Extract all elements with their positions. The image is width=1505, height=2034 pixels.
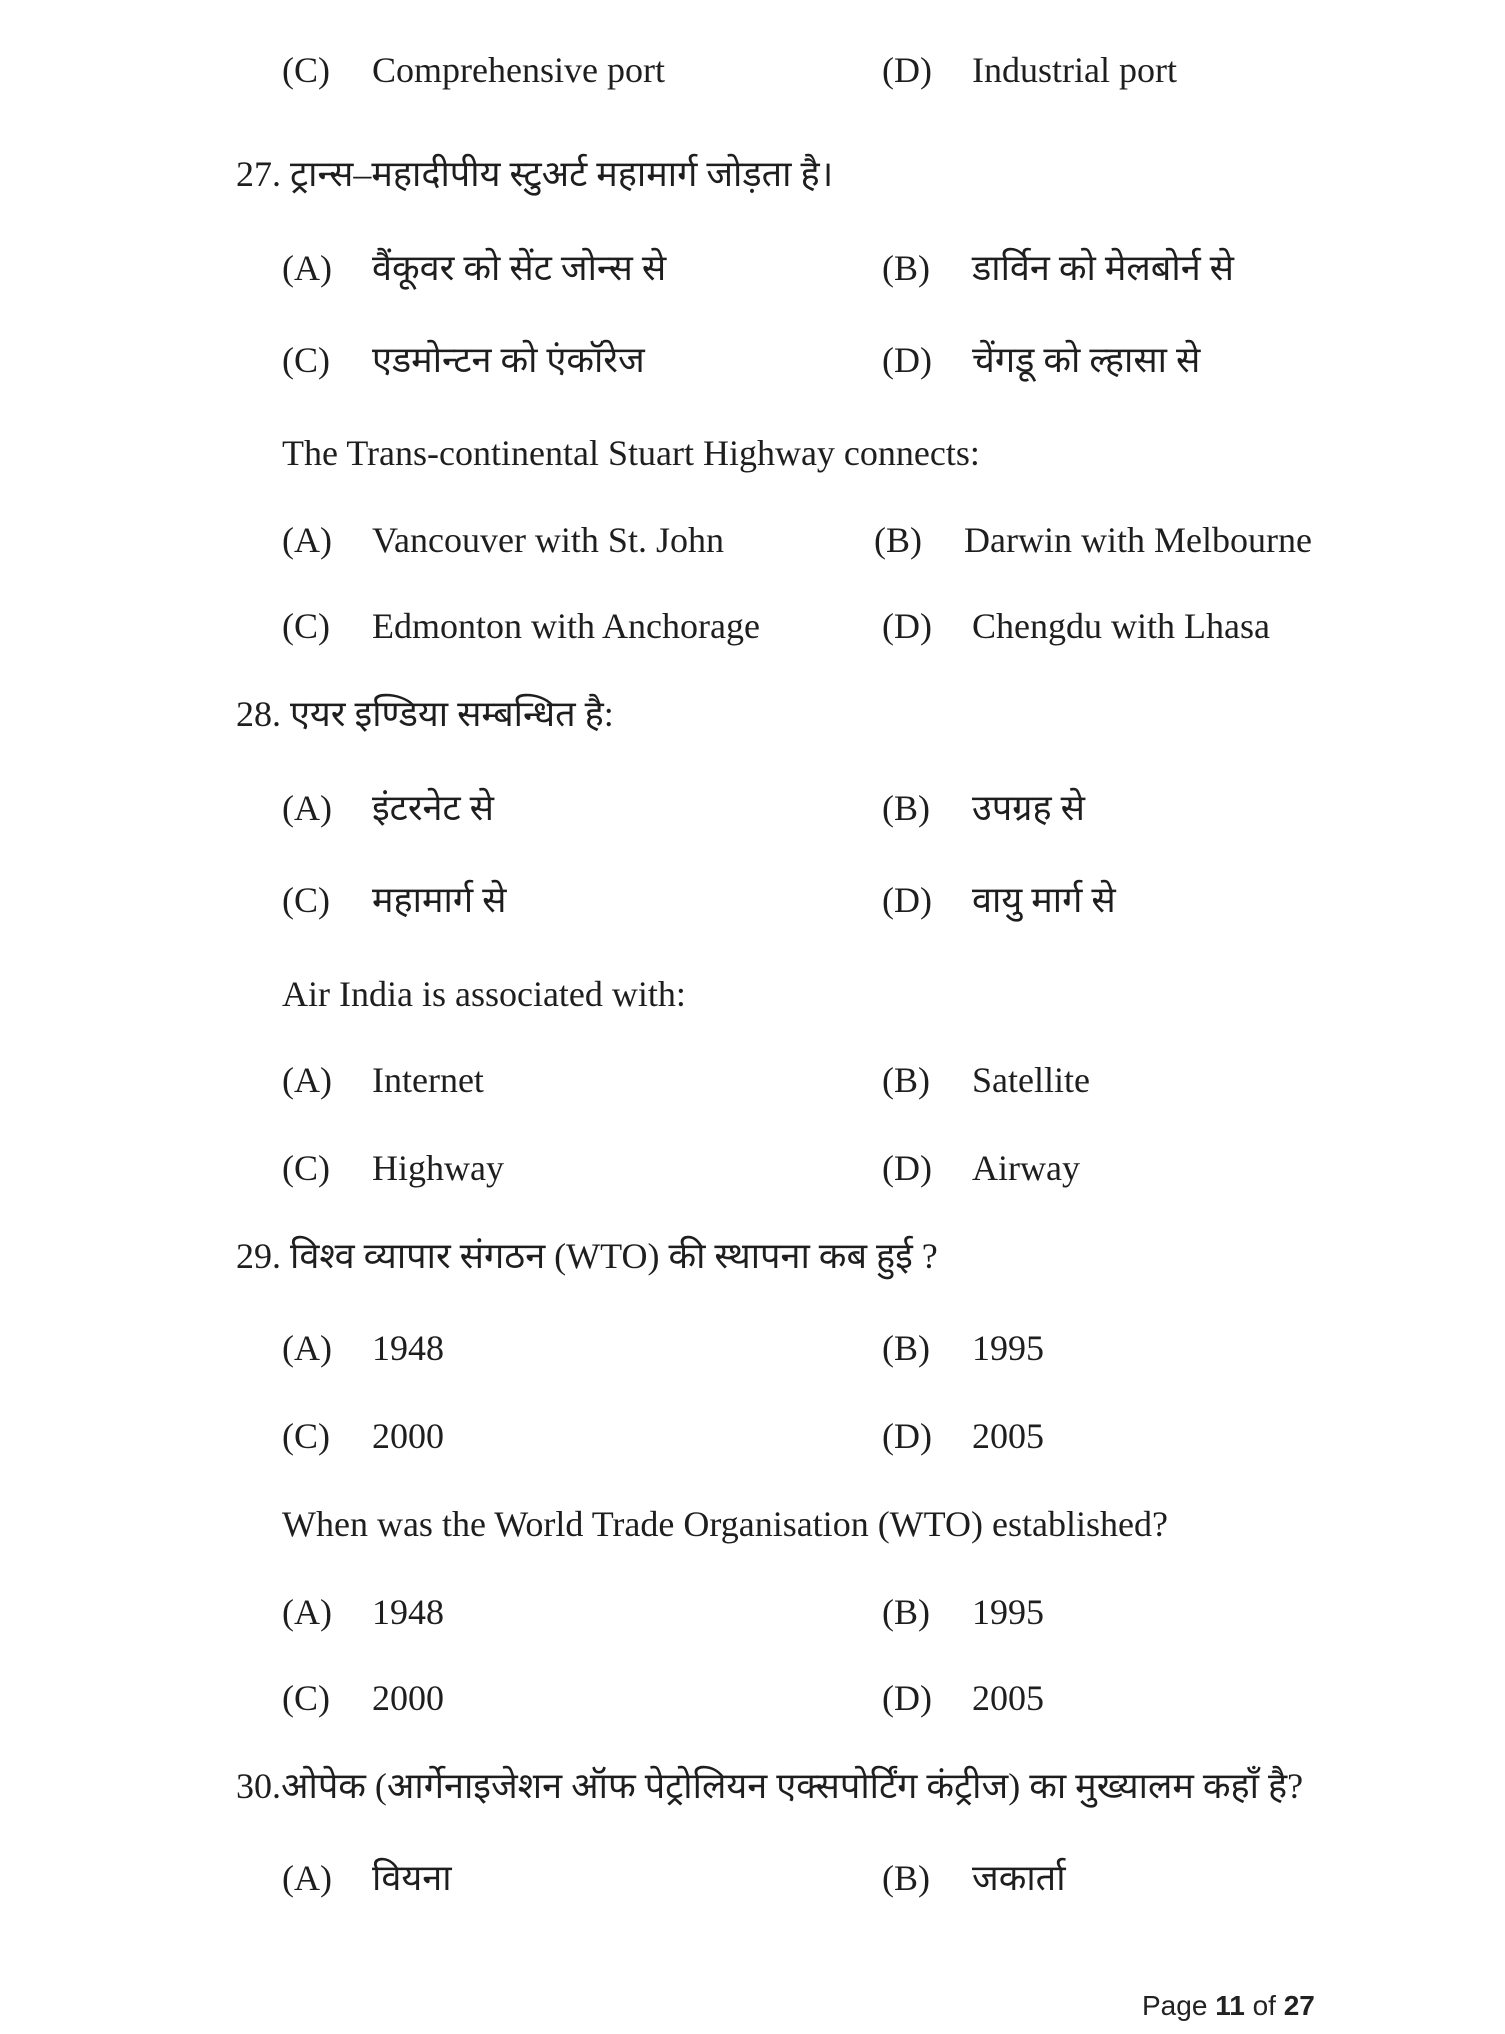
q27-english-option-d: (D) Chengdu with Lhasa <box>882 606 1270 646</box>
option-c <box>282 48 665 92</box>
option-label: (D) <box>882 50 932 90</box>
q28-english-option-b: (B) Satellite <box>882 1060 1090 1100</box>
question-29-english: When was the World Trade Organisation (WTO) established? <box>282 1504 1168 1544</box>
q27-hindi-option-a: (A) वैंकूवर को सेंट जोन्स से <box>282 248 667 288</box>
q28-hindi-option-a: (A) इंटरनेट से <box>282 788 495 828</box>
q28-hindi-option-b: (B) उपग्रह से <box>882 788 1085 828</box>
q28-english-option-c: (C) Highway <box>282 1148 504 1188</box>
question-27-english: The Trans-continental Stuart Highway connects: <box>282 433 980 473</box>
q27-english-option-b: (B) Darwin with Melbourne <box>874 520 1312 560</box>
q29-english-option-a: (A) 1948 <box>282 1592 444 1632</box>
q27-hindi-option-c: (C) एडमोन्टन को एंकॉरेज <box>282 340 645 380</box>
option-d <box>882 48 1177 92</box>
question-27-hindi: 27. ट्रान्स–महादीपीय स्टुअर्ट महामार्ग जोड़ता है। <box>236 154 834 194</box>
q29-hindi-option-c: (C) 2000 <box>282 1416 444 1456</box>
option-text: Industrial port <box>972 50 1177 90</box>
q28-hindi-option-c: (C) महामार्ग से <box>282 880 507 920</box>
q27-english-option-a: (A) Vancouver with St. John <box>282 520 724 560</box>
question-29-hindi: 29. विश्व व्यापार संगठन (WTO) की स्थापना कब हुई ? <box>236 1236 938 1276</box>
q27-english-option-c: (C) Edmonton with Anchorage <box>282 606 760 646</box>
option-text: Comprehensive port <box>372 50 665 90</box>
q29-english-option-c: (C) 2000 <box>282 1678 444 1718</box>
q28-english-option-a: (A) Internet <box>282 1060 484 1100</box>
option-label: (C) <box>282 50 330 90</box>
q28-hindi-option-d: (D) वायु मार्ग से <box>882 880 1116 920</box>
q29-english-option-d: (D) 2005 <box>882 1678 1044 1718</box>
q29-hindi-option-d: (D) 2005 <box>882 1416 1044 1456</box>
question-28-english: Air India is associated with: <box>282 974 686 1014</box>
q27-hindi-option-d: (D) चेंगडू को ल्हासा से <box>882 340 1201 380</box>
q29-english-option-b: (B) 1995 <box>882 1592 1044 1632</box>
q27-hindi-option-b: (B) डार्विन को मेलबोर्न से <box>882 248 1235 288</box>
q28-english-option-d: (D) Airway <box>882 1148 1080 1188</box>
question-28-hindi: 28. एयर इण्डिया सम्बन्धित है: <box>236 694 614 734</box>
q30-hindi-option-a: (A) वियना <box>282 1858 452 1898</box>
q30-hindi-option-b: (B) जकार्ता <box>882 1858 1066 1898</box>
q29-hindi-option-a: (A) 1948 <box>282 1328 444 1368</box>
page-number: Page 11 of 27 <box>1142 1990 1315 2021</box>
question-30-hindi: 30.ओपेक (आर्गेनाइजेशन ऑफ पेट्रोलियन एक्सपोर्टिंग कंट्रीज) का मुख्यालम कहाँ है? <box>236 1766 1304 1806</box>
q29-hindi-option-b: (B) 1995 <box>882 1328 1044 1368</box>
